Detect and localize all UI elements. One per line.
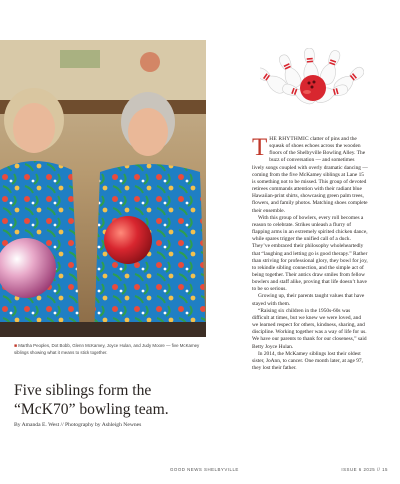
- siblings-photo: [0, 40, 206, 337]
- article-paragraph: In 2014, the McKamey siblings lost their oldest sister, JoAnn, to cancer. One month later, at age 97, they lost their father.: [252, 350, 363, 371]
- lead-caps: HE RHYTHMIC: [269, 136, 309, 142]
- article-paragraph: Growing up, their parents taught values that have stayed with them.: [252, 293, 365, 307]
- article-byline: By Amanda E. West // Photography by Ashleigh Newnes: [14, 422, 142, 428]
- article-paragraph: “Raising six children in the 1950s-60s was difficult at times, but we knew we were loved, and we learned respect for others, kindness, sharing, and discipline. Working together was a way of life for us. We have our parents to thank for our closeness,” said Betty Joyce Hulan.: [252, 307, 367, 350]
- footer-publication: GOOD NEWS SHELBYVILLE: [170, 467, 239, 472]
- paragraph-1-text: clatter of pins and the squeak of shoes echoes across the wooden floors of the Shelbyville Bowling Alley. The buzz of conversation — and sometimes lively songs coupled with overly dramatic dancing — coming from the five McKamey siblings at Lane 15 is something not to be missed. This group of devoted retirees commands attention with their radiant blue Hawaiian-print shirts, showcasing green palm trees, flowers, and family photos. Matching shoes complete their ensemble.: [252, 136, 368, 214]
- article-paragraph: [252, 136, 368, 215]
- article-headline: Five siblings form the “McK70” bowling team.: [14, 382, 169, 418]
- drop-cap: T: [252, 134, 268, 161]
- article-body: [252, 136, 368, 372]
- caption-text: Martha Peoples, Dot Bobb, Glenn McKamey, Joyce Hulan, and Judy Moore — five McKamey siblings showing what it means to stick together.: [14, 343, 200, 355]
- article-paragraph: With this group of bowlers, every roll becomes a reason to celebrate. Strikes unleash a flurry of flapping arms in an extremely spirited chicken dance, while spares trigger the unified call of a duck. They’ve embraced their philosophy wholeheartedly that “laughing and letting go is good therapy.” Rather than striving for professional glory, they bowl for joy, to rekindle sibling connection, and the simple act of being together. Their antics draw smiles from fellow bowlers and staff alike, proving that life doesn’t have to be so serious.: [252, 214, 368, 293]
- bowling-pins-icon: [260, 48, 364, 112]
- photo-caption: [14, 343, 206, 355]
- caption-bullet-icon: ■: [14, 343, 18, 349]
- page-footer: [0, 467, 400, 475]
- footer-issue: ISSUE 6 2025 // 15: [341, 467, 388, 472]
